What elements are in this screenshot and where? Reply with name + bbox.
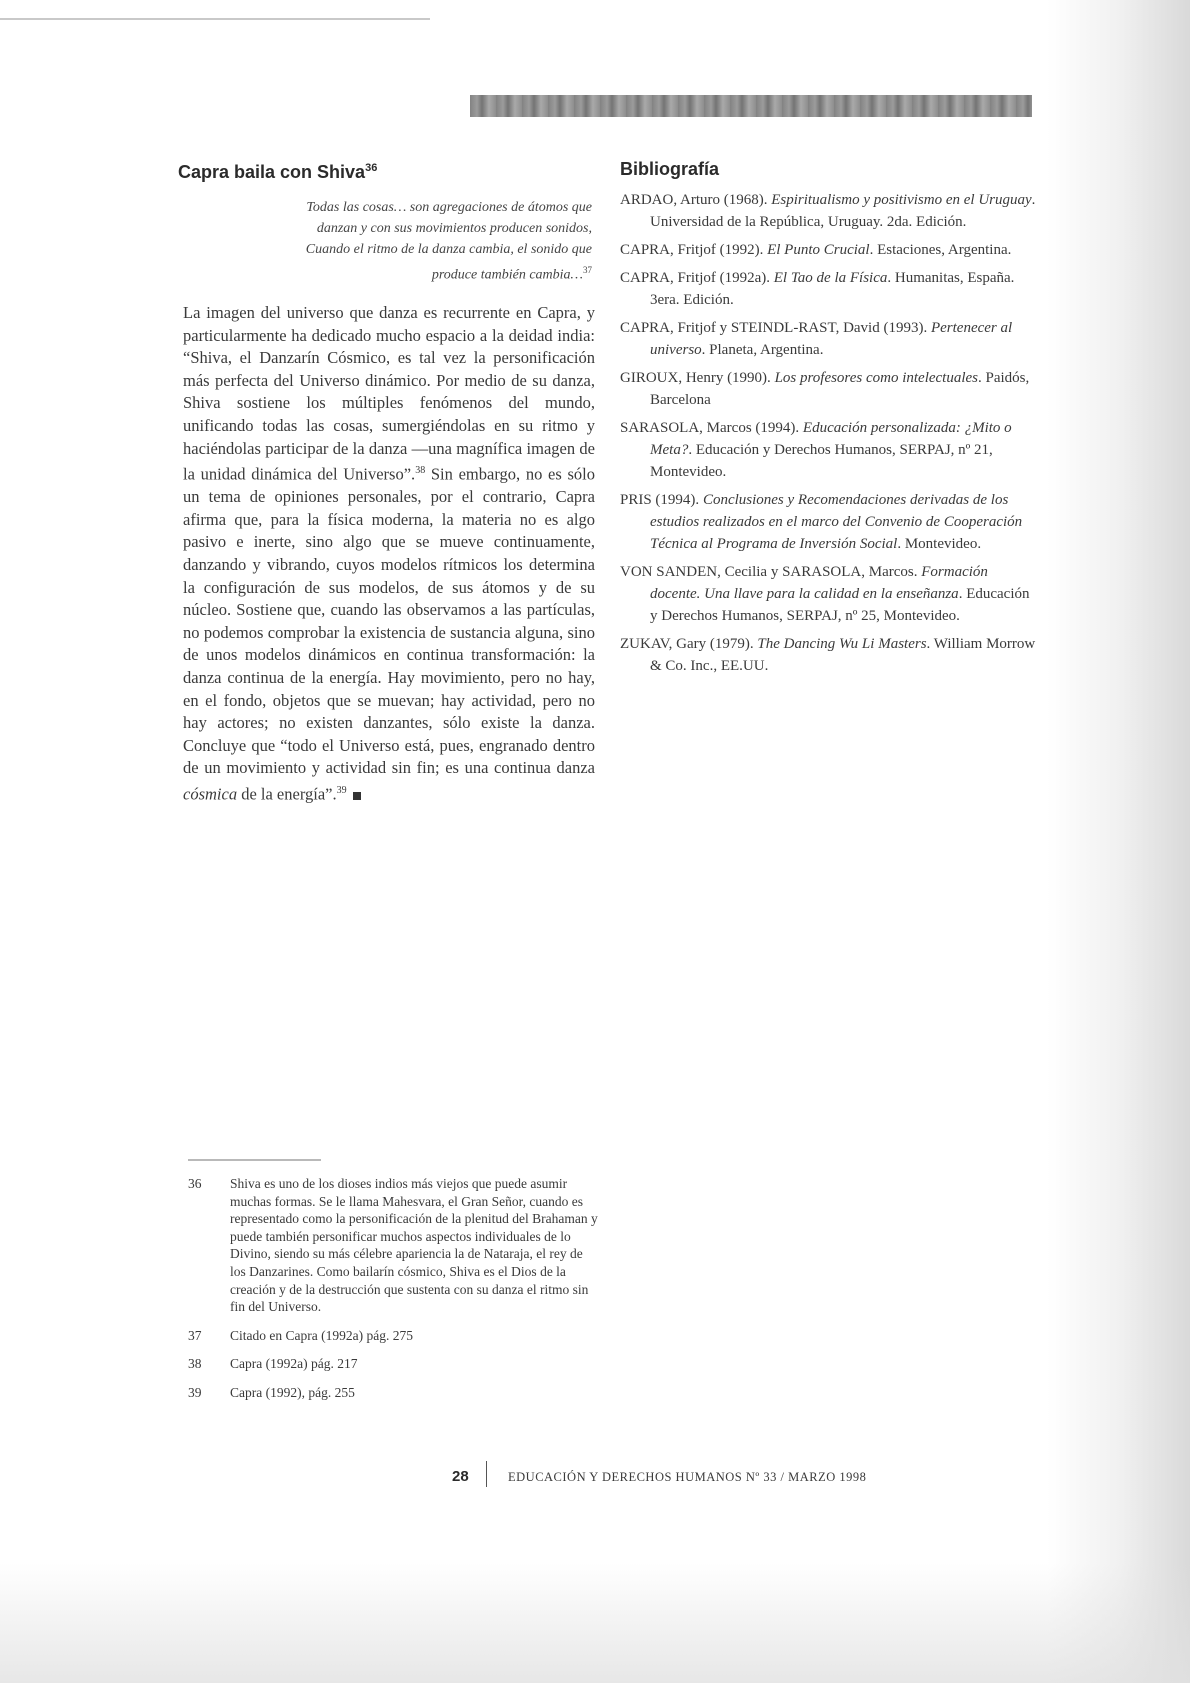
footnote bbox=[188, 1384, 600, 1402]
bibliography-entry bbox=[620, 239, 1038, 261]
footnote-number: 37 bbox=[188, 1327, 202, 1343]
body-text-part3: de la energía”. bbox=[237, 784, 337, 804]
bibliography-entry bbox=[620, 267, 1038, 311]
bib-author: VON SANDEN, Cecilia y SARASOLA, Marcos. bbox=[620, 564, 922, 580]
bibliography-entry bbox=[620, 367, 1038, 411]
bibliography-entry bbox=[620, 561, 1038, 627]
epigraph-line: Todas las cosas… son agregaciones de átomos que bbox=[306, 200, 592, 215]
top-edge-rule bbox=[0, 18, 430, 20]
footnote-text: Shiva es uno de los dioses indios más viejos que puede asumir muchas formas. Se le llama Mahesvara, el Gran Señor, cuando es representado como la personificación de la plenitud del Brahaman y puede también personificar muchos aspectos individuales de lo Divino, siendo su más célebre apariencia la de Nataraja, el rey de los Danzarines. Como bailarín cósmico, Shiva es el Dios de la creación y de la destrucción que sustenta con su danza el ritmo sin fin del Universo. bbox=[230, 1176, 598, 1315]
bibliography-entry bbox=[620, 189, 1038, 233]
end-of-article-square-icon bbox=[353, 792, 361, 800]
bib-publisher: . William Morrow & Co. Inc., EE.UU. bbox=[650, 636, 1036, 674]
bib-author: GIROUX, Henry (1990). bbox=[620, 370, 775, 386]
epigraph-line-text: produce también cambia… bbox=[431, 267, 583, 283]
footnote bbox=[188, 1327, 600, 1345]
footnote-text: Citado en Capra (1992a) pág. 275 bbox=[230, 1327, 413, 1343]
epigraph-footnote-ref: 37 bbox=[583, 265, 592, 275]
bib-publisher: . Montevideo. bbox=[897, 536, 982, 552]
bib-author: SARASOLA, Marcos (1994). bbox=[620, 420, 803, 436]
bib-publisher: . Estaciones, Argentina. bbox=[869, 242, 1012, 258]
footnote-text: Capra (1992), pág. 255 bbox=[230, 1384, 355, 1400]
title-footnote-ref: 36 bbox=[365, 162, 378, 174]
bib-title: El Punto Crucial bbox=[767, 242, 870, 258]
body-text-italic: cósmica bbox=[183, 784, 238, 804]
article-body-paragraph bbox=[183, 302, 595, 806]
body-footnote-ref-39: 39 bbox=[336, 784, 347, 796]
body-text-part1: La imagen del universo que danza es recurrente en Capra, y particularmente ha dedicado mucho espacio a la deidad india: “Shiva, el Danzarín Cósmico, es tal vez la personificación más perfecta del Universo dinámico. Por medio de su danza, Shiva sostiene los múltiples fenómenos del mundo, unificando todas las cosas, sumergiéndolas en su ritmo y haciéndolas participar de la danza —una magnífica imagen de la unidad dinámica del Universo”. bbox=[183, 303, 595, 484]
body-footnote-ref-38: 38 bbox=[415, 465, 426, 477]
footnote-number: 36 bbox=[188, 1176, 202, 1191]
footnote-separator-rule bbox=[188, 1159, 321, 1161]
footnote-number: 39 bbox=[188, 1384, 202, 1400]
bib-author: CAPRA, Fritjof (1992). bbox=[620, 242, 768, 258]
bib-author: PRIS (1994). bbox=[620, 492, 703, 508]
bib-title: Los profesores como intelectuales bbox=[774, 370, 979, 386]
bib-title: Espiritualismo y positivismo en el Uruguay bbox=[771, 192, 1032, 208]
epigraph-line: Cuando el ritmo de la danza cambia, el sonido que bbox=[305, 242, 592, 257]
scan-shadow bbox=[0, 1563, 1190, 1683]
epigraph-line: danzan y con sus movimientos producen sonidos, bbox=[316, 221, 592, 236]
epigraph-line bbox=[230, 260, 592, 286]
bibliography-entry bbox=[620, 489, 1038, 555]
bib-publisher: . Educación y Derechos Humanos, SERPAJ, nº 21, Montevideo. bbox=[650, 442, 993, 480]
bibliography-entry bbox=[620, 317, 1038, 361]
footnote-number: 38 bbox=[188, 1356, 202, 1372]
bib-author: CAPRA, Fritjof y STEINDL-RAST, David (1993). bbox=[620, 320, 931, 336]
bib-author: CAPRA, Fritjof (1992a). bbox=[620, 270, 774, 286]
bib-publisher: . Universidad de la República, Uruguay. 2da. Edición. bbox=[650, 192, 1036, 230]
folio-divider bbox=[486, 1461, 487, 1487]
bib-title: Conclusiones y Recomendaciones derivadas de los estudios realizados en el marco del Convenio de Cooperación Técnica al Programa de Inversión Social bbox=[650, 492, 1023, 552]
article-section-title bbox=[178, 162, 377, 183]
bib-title: Pertenecer al universo bbox=[650, 320, 1013, 358]
bib-publisher: . Paidós, Barcelona bbox=[650, 370, 1030, 408]
footnotes-list bbox=[188, 1175, 600, 1413]
running-footer-title: EDUCACIÓN Y DERECHOS HUMANOS Nº 33 / MARZO 1998 bbox=[508, 1470, 867, 1484]
article-title-text: Capra baila con Shiva bbox=[178, 162, 366, 182]
bibliography-entry bbox=[620, 633, 1038, 677]
bibliography-entry bbox=[620, 417, 1038, 483]
footnote-text: Capra (1992a) pág. 217 bbox=[230, 1356, 358, 1372]
bib-author: ARDAO, Arturo (1968). bbox=[620, 192, 772, 208]
footnote bbox=[188, 1175, 600, 1316]
bibliography-list bbox=[620, 189, 1038, 683]
body-text-part2: Sin embargo, no es sólo un tema de opiniones personales, por el contrario, Capra afirma que, para la física moderna, la materia no es algo pasivo e inerte, sino algo que se mueve continuamente, danzando y vibrando, cuyos modelos rítmicos los determina la configuración de sus modelos, de sus átomos y de su núcleo. Sostiene que, cuando las observamos a las partículas, no podemos comprobar la existencia de sustancia alguna, sino de unos modelos dinámicos en continua transformación: la danza continua de la energía. Hay movimiento, pero no hay, en el fondo, objetos que se muevan; hay actividad, pero no hay actores; no existen danzantes, sólo existe la danza. Concluye que “todo el Universo está, pues, engranado dentro de un movimiento y actividad sin fin; es una continua danza bbox=[183, 464, 595, 778]
epigraph bbox=[230, 197, 592, 286]
bib-title: El Tao de la Física bbox=[773, 270, 888, 286]
bib-title: Formación docente. Una llave para la calidad en la enseñanza bbox=[650, 564, 988, 602]
footnote bbox=[188, 1355, 600, 1373]
bib-publisher: . Educación y Derechos Humanos, SERPAJ, nº 25, Montevideo. bbox=[650, 586, 1030, 624]
bib-author: ZUKAV, Gary (1979). bbox=[620, 636, 758, 652]
bib-publisher: . Planeta, Argentina. bbox=[701, 342, 824, 358]
header-texture-bar bbox=[470, 95, 1032, 117]
page-number: 28 bbox=[452, 1468, 469, 1485]
bib-title: The Dancing Wu Li Masters bbox=[757, 636, 927, 652]
bib-title: Educación personalizada: ¿Mito o Meta? bbox=[650, 420, 1012, 458]
bib-publisher: . Humanitas, España. 3era. Edición. bbox=[650, 270, 1015, 308]
bibliography-title: Bibliografía bbox=[620, 159, 720, 179]
